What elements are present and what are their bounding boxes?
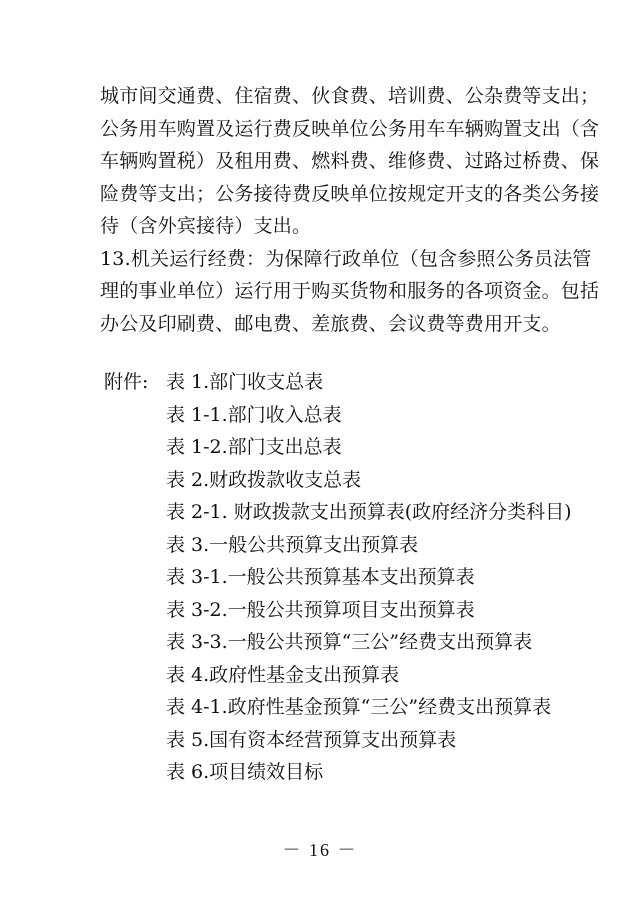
attachment-item: 表 5.国有资本经营预算支出预算表: [166, 728, 457, 751]
attachment-row: [100, 399, 560, 432]
attachment-item: 表 4.政府性基金支出预算表: [166, 663, 400, 686]
paragraph-line: 理的事业单位）运行用于购买货物和服务的各项资金。包括: [100, 280, 600, 302]
paragraph-line: 办公及印刷费、邮电费、差旅费、会议费等费用开支。: [100, 312, 561, 335]
attachment-item: 表 3-2.一般公共预算项目支出预算表: [166, 598, 475, 621]
attachment-row: [100, 594, 560, 627]
attachment-item: 表 3.一般公共预算支出预算表: [166, 533, 419, 556]
paragraph-line: 城市间交通费、住宿费、伙食费、培训费、公杂费等支出；: [100, 85, 600, 107]
attachment-item: 表 2.财政拨款收支总表: [166, 468, 362, 491]
paragraph-line: 待（含外宾接待）支出。: [100, 215, 312, 237]
attachment-item: 表 2-1. 财政拨款支出预算表(政府经济分类科目): [166, 501, 572, 523]
attachment-item: 表 3-1.一般公共预算基本支出预算表: [166, 566, 475, 588]
attachments-label: 附件:: [104, 371, 149, 393]
attachment-item: 表 1.部门收支总表: [166, 371, 324, 393]
attachment-row: [100, 626, 560, 659]
attachment-row: [100, 756, 560, 789]
paragraph-line: 险费等支出；公务接待费反映单位按规定开支的各类公务接: [100, 182, 600, 205]
attachment-row: [100, 691, 560, 724]
attachment-item: 表 4-1.政府性基金预算“三公”经费支出预算表: [166, 696, 552, 718]
attachment-row: [100, 496, 572, 529]
attachment-item: 表 1-2.部门支出总表: [166, 436, 342, 458]
page-number: － 16 －: [282, 840, 358, 860]
attachment-row: [100, 724, 560, 757]
attachment-item: 表 6.项目绩效目标: [166, 761, 324, 783]
paragraph-line: 13.机关运行经费：为保障行政单位（包含参照公务员法管: [100, 247, 592, 270]
attachment-row: [100, 659, 560, 692]
attachment-row: [100, 366, 560, 399]
attachment-item: 表 3-3.一般公共预算“三公”经费支出预算表: [166, 631, 533, 653]
attachments-list: [100, 366, 572, 789]
attachment-item: 表 1-1.部门收入总表: [166, 403, 342, 426]
body-text: [100, 80, 600, 340]
attachment-row: [100, 464, 560, 497]
attachment-row: [100, 431, 560, 464]
attachment-row: [100, 561, 560, 594]
paragraph-line: 车辆购置税）及租用费、燃料费、维修费、过路过桥费、保: [100, 150, 600, 172]
attachment-row: [100, 529, 560, 562]
paragraph-line: 公务用车购置及运行费反映单位公务用车车辆购置支出（含: [100, 117, 600, 140]
